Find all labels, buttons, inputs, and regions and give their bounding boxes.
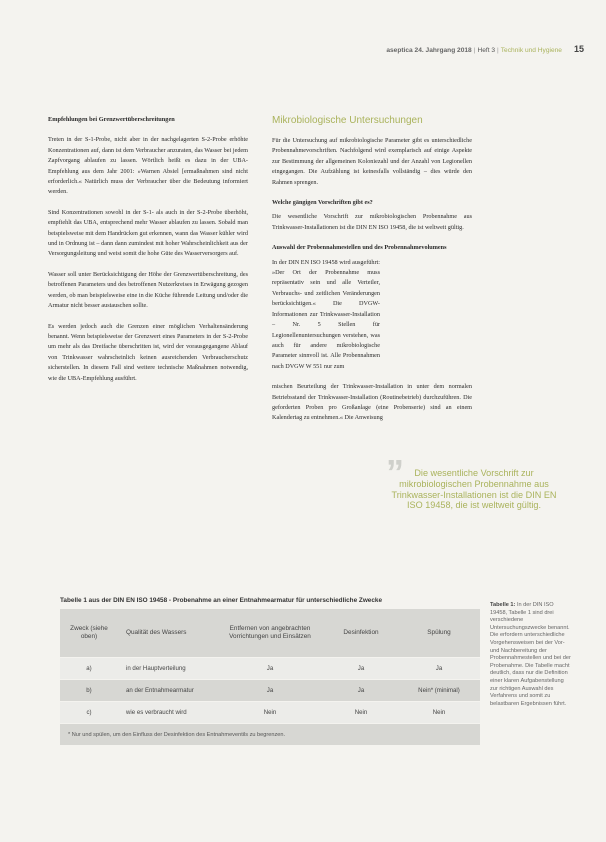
left-paragraph-4: Es werden jedoch auch die Grenzen einer möglichen Verhaltensänderung benannt. Wenn beispielsweise der Grenzwert eines Parameters in der S-2-Probe um mehr als das Dreifache überschritten ist, wird der vorausgegangene Ablauf von Trinkwasser wahrscheinlich keinen ausreichenden Verbraucherschutz sicherstellen. In diesem Fall sind weitere technische Maßnahmen notwendig, wie die UBA-Empfehlung ausführt.: [48, 322, 248, 382]
right-paragraph-2a: In der DIN EN ISO 19458 wird ausgeführt: »Der Ort der Probennahme muss repräsentativ sein und alle Verteiler, Verbrauchs- und zeitlichen Veränderungen berücksichtigen.« Die DVGW-Informationen zur Trinkwasser-Installation – Nr. 5 Stellen für Legionellenuntersuchungen verstehen, was auch für andere mikrobiologische Parameter sinnvoll ist. Alle Probennahmen nach DVGW W 551 nur zum: [272, 258, 380, 370]
table-header-cell: Entfernen von angebrachten Vorrichtungen und Einsätzen: [229, 625, 311, 640]
table-cell: Ja: [357, 665, 365, 672]
header-separator: |: [497, 47, 499, 54]
table-header-cell: Spülung: [427, 629, 451, 636]
table-header-cell: Qualität des Wassers: [126, 629, 187, 636]
table-cell: Ja: [266, 687, 274, 694]
left-paragraph-3: Wasser soll unter Berücksichtigung der Höhe der Grenzwertüberschreitung, des betroffenen Parameters und des betroffenen Nutzerkreises in Erwägung gezogen werden, ob man beispielsweise eine in die Küche führende Leitung und/oder die Armatur nicht besser austauschen sollte.: [48, 270, 248, 310]
right-paragraph-1: Die wesentliche Vorschrift zur mikrobiologischen Probennahme aus Trinkwasser-Installationen ist die DIN EN ISO 19458, die ist weltweit gültig.: [272, 213, 472, 231]
right-column: [272, 115, 472, 434]
pull-quote: Die wesentliche Vorschrift zur mikrobiologischen Probennahme aus Trinkwasser-Installationen ist die DIN EN ISO 19458, die ist weltweit gültig.: [391, 468, 557, 511]
caption-label: Tabelle 1:: [490, 602, 516, 608]
quote-mark-icon: ”: [386, 452, 404, 493]
subheading-probennahme: Auswahl der Probennahmestellen und des Probennahmevolumens: [272, 244, 447, 252]
section-label: Technik und Hygiene: [500, 47, 562, 54]
left-heading: Empfehlungen bei Grenzwertüberschreitungen: [48, 116, 175, 123]
subheading-vorschriften: Welche gängigen Vorschriften gibt es?: [272, 199, 373, 207]
table-cell: c): [86, 709, 92, 716]
data-table: [60, 609, 480, 745]
table-cell: Ja: [435, 665, 443, 672]
table-row: [60, 679, 480, 701]
page-number: 15: [573, 44, 584, 54]
table-header-cell: Desinfektion: [343, 629, 379, 636]
table-cell: Nein: [263, 709, 277, 716]
table-cell: an der Entnahmearmatur: [126, 687, 194, 694]
running-header: [300, 44, 584, 54]
table-row: [60, 701, 480, 723]
table-header-row: [60, 609, 480, 657]
issue-label: Heft 3: [477, 47, 496, 54]
table-cell: Ja: [357, 687, 365, 694]
right-intro: Für die Untersuchung auf mikrobiologische Parameter gibt es unterschiedliche Probennahmevorschriften. Nachfolgend wird exemplarisch auf einige Aspekte zur Bestimmung der allgemeinen Koloniezahl und der Anzahl von Legionellen eingegangen. Die Aufzählung ist keinesfalls vollständig – dies würde den Rahmen sprengen.: [272, 137, 472, 186]
table-header-cell: Zweck (siehe oben): [70, 625, 108, 640]
right-paragraph-2b: mischen Beurteilung der Trinkwasser-Installation in unter dem normalen Betriebsstand der Trinkwasser-Installation (Routinebetrieb) durchzuführen. Die geforderten Proben pro Großanlage (eine Probenserie) sind an einem Kalendertag zu entnehmen.« Die Anweisung: [272, 383, 472, 422]
table-cell: wie es verbraucht wird: [126, 709, 187, 716]
left-paragraph-1: Treten in der S-1-Probe, nicht aber in der nachgelagerten S-2-Probe erhöhte Konzentrationen auf, dann ist dem Verbraucher anzuraten, das Wasser bei jedem Zapfvorgang ablaufen zu lassen. Wörtlich heißt es dazu in der UBA-Empfehlung aus dem Jahr 2001: »Warnen Absiel [ermaßnahmen sind nicht erforderlich.« Natürlich muss der Verbraucher über die Bedeutung informiert werden.: [48, 136, 248, 196]
caption-text: In der DIN ISO 19458, Tabelle 1 sind drei verschiedene Untersuchungszwecke benannt. Die erfordern unterschiedliche Vorgehensweisen bei der Vor- und Nachbereitung der Probennahmestellen und bei der Probenahme. Die Tabelle macht deutlich, dass nur die Definition einer klaren Aufgabenstellung zur richtigen Auswahl des Verfahrens und somit zu belastbaren Ergebnissen führt.: [490, 602, 571, 707]
table-cell: Nein: [354, 709, 368, 716]
table-row: [60, 657, 480, 679]
table-cell: Ja: [266, 665, 274, 672]
table-cell: Nein* (minimal): [418, 687, 460, 694]
table-cell: in der Hauptverteilung: [126, 665, 186, 672]
left-paragraph-2: Sind Konzentrationen sowohl in der S-1- als auch in der S-2-Probe überhöht, empfiehlt das UBA, entsprechend mehr Wasser ablaufen zu lassen. Sobald man beispielsweise mit dem Handrücken gut erkennen, wann das Wasser kühler wird und in Ordnung ist – dann dann zumindest mit hoher Wahrscheinlichkeit aus der Versorgungsleitung und weist somit die hohe Güte des Wasserversorgers auf.: [48, 208, 248, 258]
journal-name: aseptica 24. Jahrgang 2018: [386, 47, 472, 54]
left-column: [48, 115, 248, 394]
table-caption: [490, 602, 572, 708]
header-separator: |: [473, 47, 476, 54]
right-heading: Mikrobiologische Untersuchungen: [272, 115, 423, 126]
table-cell: Nein: [432, 709, 446, 716]
table-footnote: * Nur und spülen, um den Einfluss der Desinfektion des Entnahmeventils zu begrenzen.: [60, 723, 480, 745]
table-cell: a): [86, 665, 92, 672]
table-title: Tabelle 1 aus der DIN EN ISO 19458 - Probenahme an einer Entnahmearmatur für unterschiedliche Zwecke: [60, 597, 383, 604]
table-cell: b): [86, 687, 92, 694]
